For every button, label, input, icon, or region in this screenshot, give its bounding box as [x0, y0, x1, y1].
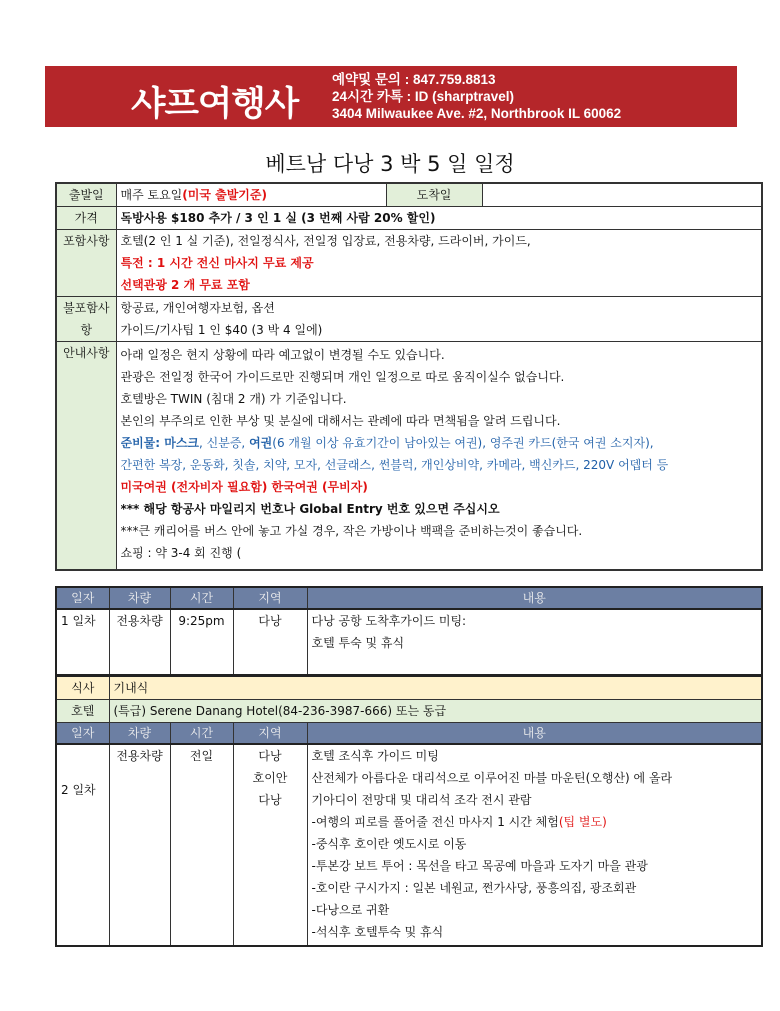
day2-row: [56, 744, 762, 946]
text-segment: (6 개월 이상 유효기간이 남아있는 여권), 영주권 카드(한국 여권 소지자),: [272, 436, 654, 450]
text-segment: (미국 출발기준): [182, 188, 267, 202]
text-line: 아래 일정은 현지 상황에 따라 예고없이 변경될 수도 있습니다.: [120, 348, 445, 362]
price-value: [116, 207, 762, 230]
notes-label: 안내사항: [56, 342, 116, 570]
page-title: 베트남 다낭 3 박 5 일 일정: [265, 152, 515, 176]
text-segment: 특전 : 1 시간 전신 마사지 무료 제공: [120, 256, 314, 270]
meal-value: 기내식: [109, 675, 762, 699]
text-line: 관광은 전일정 한국어 가이드로만 진행되며 개인 일정으로 따로 움직이실수 없습니다.: [120, 370, 565, 384]
col-region: 지역: [233, 722, 307, 744]
hotel-value: (특급) Serene Danang Hotel(84-236-3987-666) 또는 동급: [109, 699, 762, 722]
arrival-value: [482, 183, 762, 207]
text-line: [121, 432, 758, 454]
col-content: 내용: [307, 587, 762, 609]
text-line: 가이드/기사팁 1 인 $40 (3 박 4 일에): [120, 323, 323, 337]
text-line: [121, 454, 758, 476]
vehicle: 전용차량: [109, 609, 170, 675]
text-line: -석식후 호텔투숙 및 휴식: [311, 924, 444, 939]
text-line: 호텔 투숙 및 휴식: [311, 636, 405, 650]
text-segment: 선택관광 2 개 무료 포함: [120, 278, 250, 292]
text-segment: 여권: [249, 436, 273, 450]
itinerary-table: [55, 586, 763, 947]
text-segment: 매주 토요일: [120, 188, 183, 202]
text-line: 산전체가 아름다운 대리석으로 이루어진 마블 마운틴(오행산) 에 올라: [311, 770, 673, 785]
col-content: 내용: [307, 722, 762, 744]
col-vehicle: 차량: [109, 722, 170, 744]
text-line: 호텔방은 TWIN (침대 2 개) 가 기준입니다.: [120, 392, 347, 406]
text-line: 쇼핑 : 약 3-4 회 진행 (: [120, 546, 242, 560]
text-segment: , 신분증,: [199, 436, 250, 450]
notes-value: [116, 342, 762, 570]
company-logo: 샤프여행사: [131, 84, 299, 124]
col-region: 지역: [233, 587, 307, 609]
kakao-id: 24시간 카톡 : ID (sharptravel): [332, 89, 514, 104]
col-time: 시간: [170, 722, 233, 744]
day-label: 1 일차: [56, 609, 109, 675]
price-label: 가격: [56, 207, 116, 230]
hotel-row: [56, 699, 762, 722]
text-line: -다낭으로 귀환: [311, 902, 390, 917]
tour-info-table: [55, 182, 763, 571]
text-line: [312, 811, 758, 833]
col-day: 일자: [56, 587, 109, 609]
meal-label: 식사: [56, 675, 109, 699]
departure-label: 출발일: [56, 183, 116, 207]
text-segment: -여행의 피로를 풀어줄 전신 마사지 1 시간 체험: [311, 814, 559, 829]
col-vehicle: 차량: [109, 587, 170, 609]
contact-info: [332, 71, 621, 122]
text-line: 호텔(2 인 1 실 기준), 전일정식사, 전일정 입장료, 전용차량, 드라이버, 가이드,: [120, 234, 531, 248]
text-segment: 간편한 복장, 운동화, 칫솔, 치약, 모자, 선글래스, 썬블럭, 개인상비약, 카메라, 백신카드, 220V 어뎁터 등: [120, 458, 669, 472]
time: 9:25pm: [170, 609, 233, 675]
departure-value: [116, 183, 386, 207]
text-line: 다낭: [258, 748, 282, 763]
hotel-label: 호텔: [56, 699, 109, 722]
text-segment: 준비물: 마스크: [120, 436, 200, 450]
text-line: [121, 252, 758, 274]
text-line: ***큰 캐리어를 버스 안에 놓고 가실 경우, 작은 가방이나 백팩을 준비하는것이 좋습니다.: [120, 524, 583, 538]
text-line: [121, 207, 758, 229]
text-line: [121, 274, 758, 296]
day1-row: [56, 609, 762, 675]
text-line: 항공료, 개인여행자보험, 옵션: [120, 301, 275, 315]
content: [307, 744, 762, 946]
text-line: [121, 476, 758, 498]
text-line: 호이안: [252, 770, 288, 785]
time: 전일: [170, 744, 233, 946]
text-line: 다낭: [258, 792, 282, 807]
col-time: 시간: [170, 587, 233, 609]
text-line: 호텔 조식후 가이드 미팅: [311, 748, 439, 763]
text-line: 다낭 공항 도착후가이드 미팅:: [311, 614, 467, 628]
text-line: 기아디이 전망대 및 대리석 조각 전시 관람: [311, 792, 532, 807]
text-line: -중식후 호이란 옛도시로 이동: [311, 836, 467, 851]
included-label: 포함사항: [56, 230, 116, 297]
day-label: 2 일차: [56, 744, 109, 946]
text-segment: 미국여권 (전자비자 필요함) 한국여권 (무비자): [120, 480, 368, 494]
text-line: [121, 184, 382, 206]
text-line: -투본강 보트 투어 : 목선을 타고 목공예 마을과 도자기 마을 관광: [311, 858, 648, 873]
itinerary-header-2: [56, 722, 762, 744]
vehicle: 전용차량: [109, 744, 170, 946]
excluded-label: 불포함사항: [56, 297, 116, 342]
meal-row: [56, 675, 762, 699]
arrival-label: 도착일: [386, 183, 482, 207]
phone: 예약및 문의 : 847.759.8813: [332, 72, 496, 87]
text-line: [121, 498, 758, 520]
text-segment: (팁 별도): [558, 814, 607, 829]
text-line: 다낭: [258, 614, 282, 628]
itinerary-header: [56, 587, 762, 609]
content: [307, 609, 762, 675]
text-line: -호이란 구시가지 : 일본 네원교, 쩐가사당, 풍흥의집, 광조회관: [311, 880, 637, 895]
region: [233, 744, 307, 946]
text-line: 본인의 부주의로 인한 부상 및 분실에 대해서는 관례에 따라 면책됨을 알려 드립니다.: [120, 414, 561, 428]
address: 3404 Milwaukee Ave. #2, Northbrook IL 60062: [332, 106, 622, 121]
text-segment: 독방사용 $180 추가 / 3 인 1 실 (3 번째 사람 20% 할인): [120, 211, 436, 225]
excluded-value: [116, 297, 762, 342]
header-banner: [45, 66, 737, 127]
col-day: 일자: [56, 722, 109, 744]
text-segment: *** 해당 항공사 마일리지 번호나 Global Entry 번호 있으면 주십시오: [120, 502, 500, 516]
region: [233, 609, 307, 675]
included-value: [116, 230, 762, 297]
